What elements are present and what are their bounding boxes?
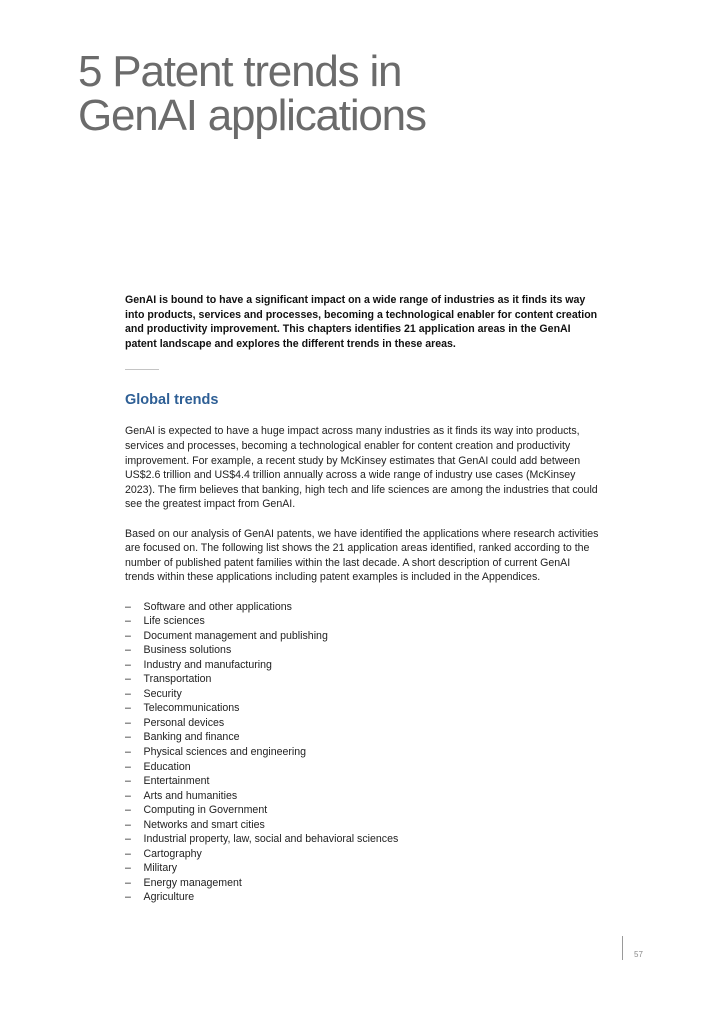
body-paragraph-1: GenAI is expected to have a huge impact across many industries as it finds its way into products, services and processes, becoming a technological enabler for content creation and productivity improvement. For example, a recent study by McKinsey estimates that GenAI could add between US$2.6 trillion and US$4.4 trillion annually across a wide range of industry use cases (McKinsey 2023). The firm believes that banking, high tech and life sciences are among the industries that could see the greatest impact from GenAI. <box>125 425 598 511</box>
page-number-rule <box>622 936 623 960</box>
chapter-title-line-2: GenAI applications <box>78 91 426 140</box>
chapter-title-line-1: 5 Patent trends in <box>78 47 402 96</box>
list-item: – Security <box>125 687 600 702</box>
main-content <box>125 293 600 905</box>
list-item: – Networks and smart cities <box>125 818 600 833</box>
list-item: – Document management and publishing <box>125 629 600 644</box>
list-item: – Business solutions <box>125 643 600 658</box>
section-heading: Global trends <box>125 392 219 409</box>
body-paragraph-2: Based on our analysis of GenAI patents, we have identified the applications where research activities are focused on. The following list shows the 21 application areas identified, ranked according to the number of published patent families within the last decade. A short description of current GenAI trends within these applications including patent examples is included in the Appendices. <box>125 527 599 584</box>
list-item: – Physical sciences and engineering <box>125 745 600 760</box>
list-item: – Agriculture <box>125 890 600 905</box>
list-item: – Software and other applications <box>125 600 600 615</box>
list-item: – Arts and humanities <box>125 789 600 804</box>
list-item: – Cartography <box>125 847 600 862</box>
list-item: – Telecommunications <box>125 701 600 716</box>
list-item: – Industrial property, law, social and behavioral sciences <box>125 832 600 847</box>
list-item: – Transportation <box>125 672 600 687</box>
page-number: 57 <box>634 950 643 959</box>
list-item: – Energy management <box>125 876 600 891</box>
chapter-title <box>78 47 426 140</box>
list-item: – Military <box>125 861 600 876</box>
list-item: – Industry and manufacturing <box>125 658 600 673</box>
list-item: – Computing in Government <box>125 803 600 818</box>
section-divider <box>125 369 159 370</box>
list-item: – Life sciences <box>125 614 600 629</box>
list-item: – Banking and finance <box>125 730 600 745</box>
list-item: – Education <box>125 760 600 775</box>
application-areas-list <box>125 600 600 905</box>
lead-paragraph: GenAI is bound to have a significant impact on a wide range of industries as it finds its way into products, services and processes, becoming a technological enabler for content creation and productivity improvement. This chapters identifies 21 application areas in the GenAI patent landscape and explores the different trends in these areas. <box>125 294 598 350</box>
list-item: – Personal devices <box>125 716 600 731</box>
list-item: – Entertainment <box>125 774 600 789</box>
